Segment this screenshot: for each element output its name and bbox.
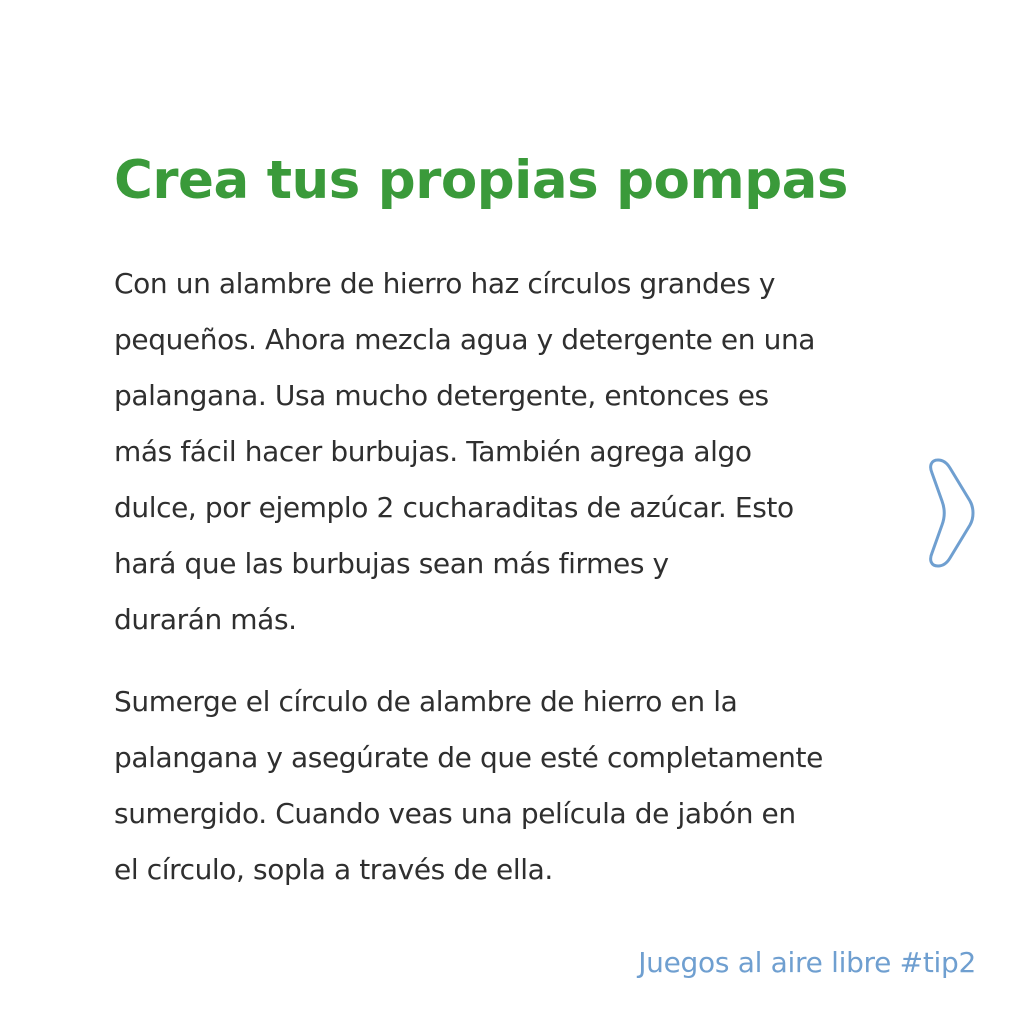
paragraph-line: pequeños. Ahora mezcla agua y detergente en una [114,323,816,356]
paragraph-2 [114,674,914,898]
paragraph-line: palangana y asegúrate de que esté completamente [114,741,823,774]
chevron-right-icon [926,455,980,571]
paragraph-line: durarán más. [114,603,297,636]
next-button[interactable] [926,455,980,571]
paragraph-line: el círculo, sopla a través de ella. [114,853,553,886]
footer-hashtag: Juegos al aire libre #tip2 [638,946,976,979]
paragraph-spacer [114,648,914,674]
page-title: Crea tus propias pompas [114,150,848,211]
paragraph-line: dulce, por ejemplo 2 cucharaditas de azúcar. Esto [114,491,794,524]
paragraph-line: Sumerge el círculo de alambre de hierro en la [114,685,738,718]
paragraph-line: hará que las burbujas sean más firmes y [114,547,669,580]
paragraph-line: palangana. Usa mucho detergente, entonces es [114,379,769,412]
body-text [114,256,914,898]
paragraph-1 [114,256,914,648]
paragraph-line: sumergido. Cuando veas una película de jabón en [114,797,796,830]
paragraph-line: Con un alambre de hierro haz círculos grandes y [114,267,776,300]
paragraph-line: más fácil hacer burbujas. También agrega algo [114,435,752,468]
